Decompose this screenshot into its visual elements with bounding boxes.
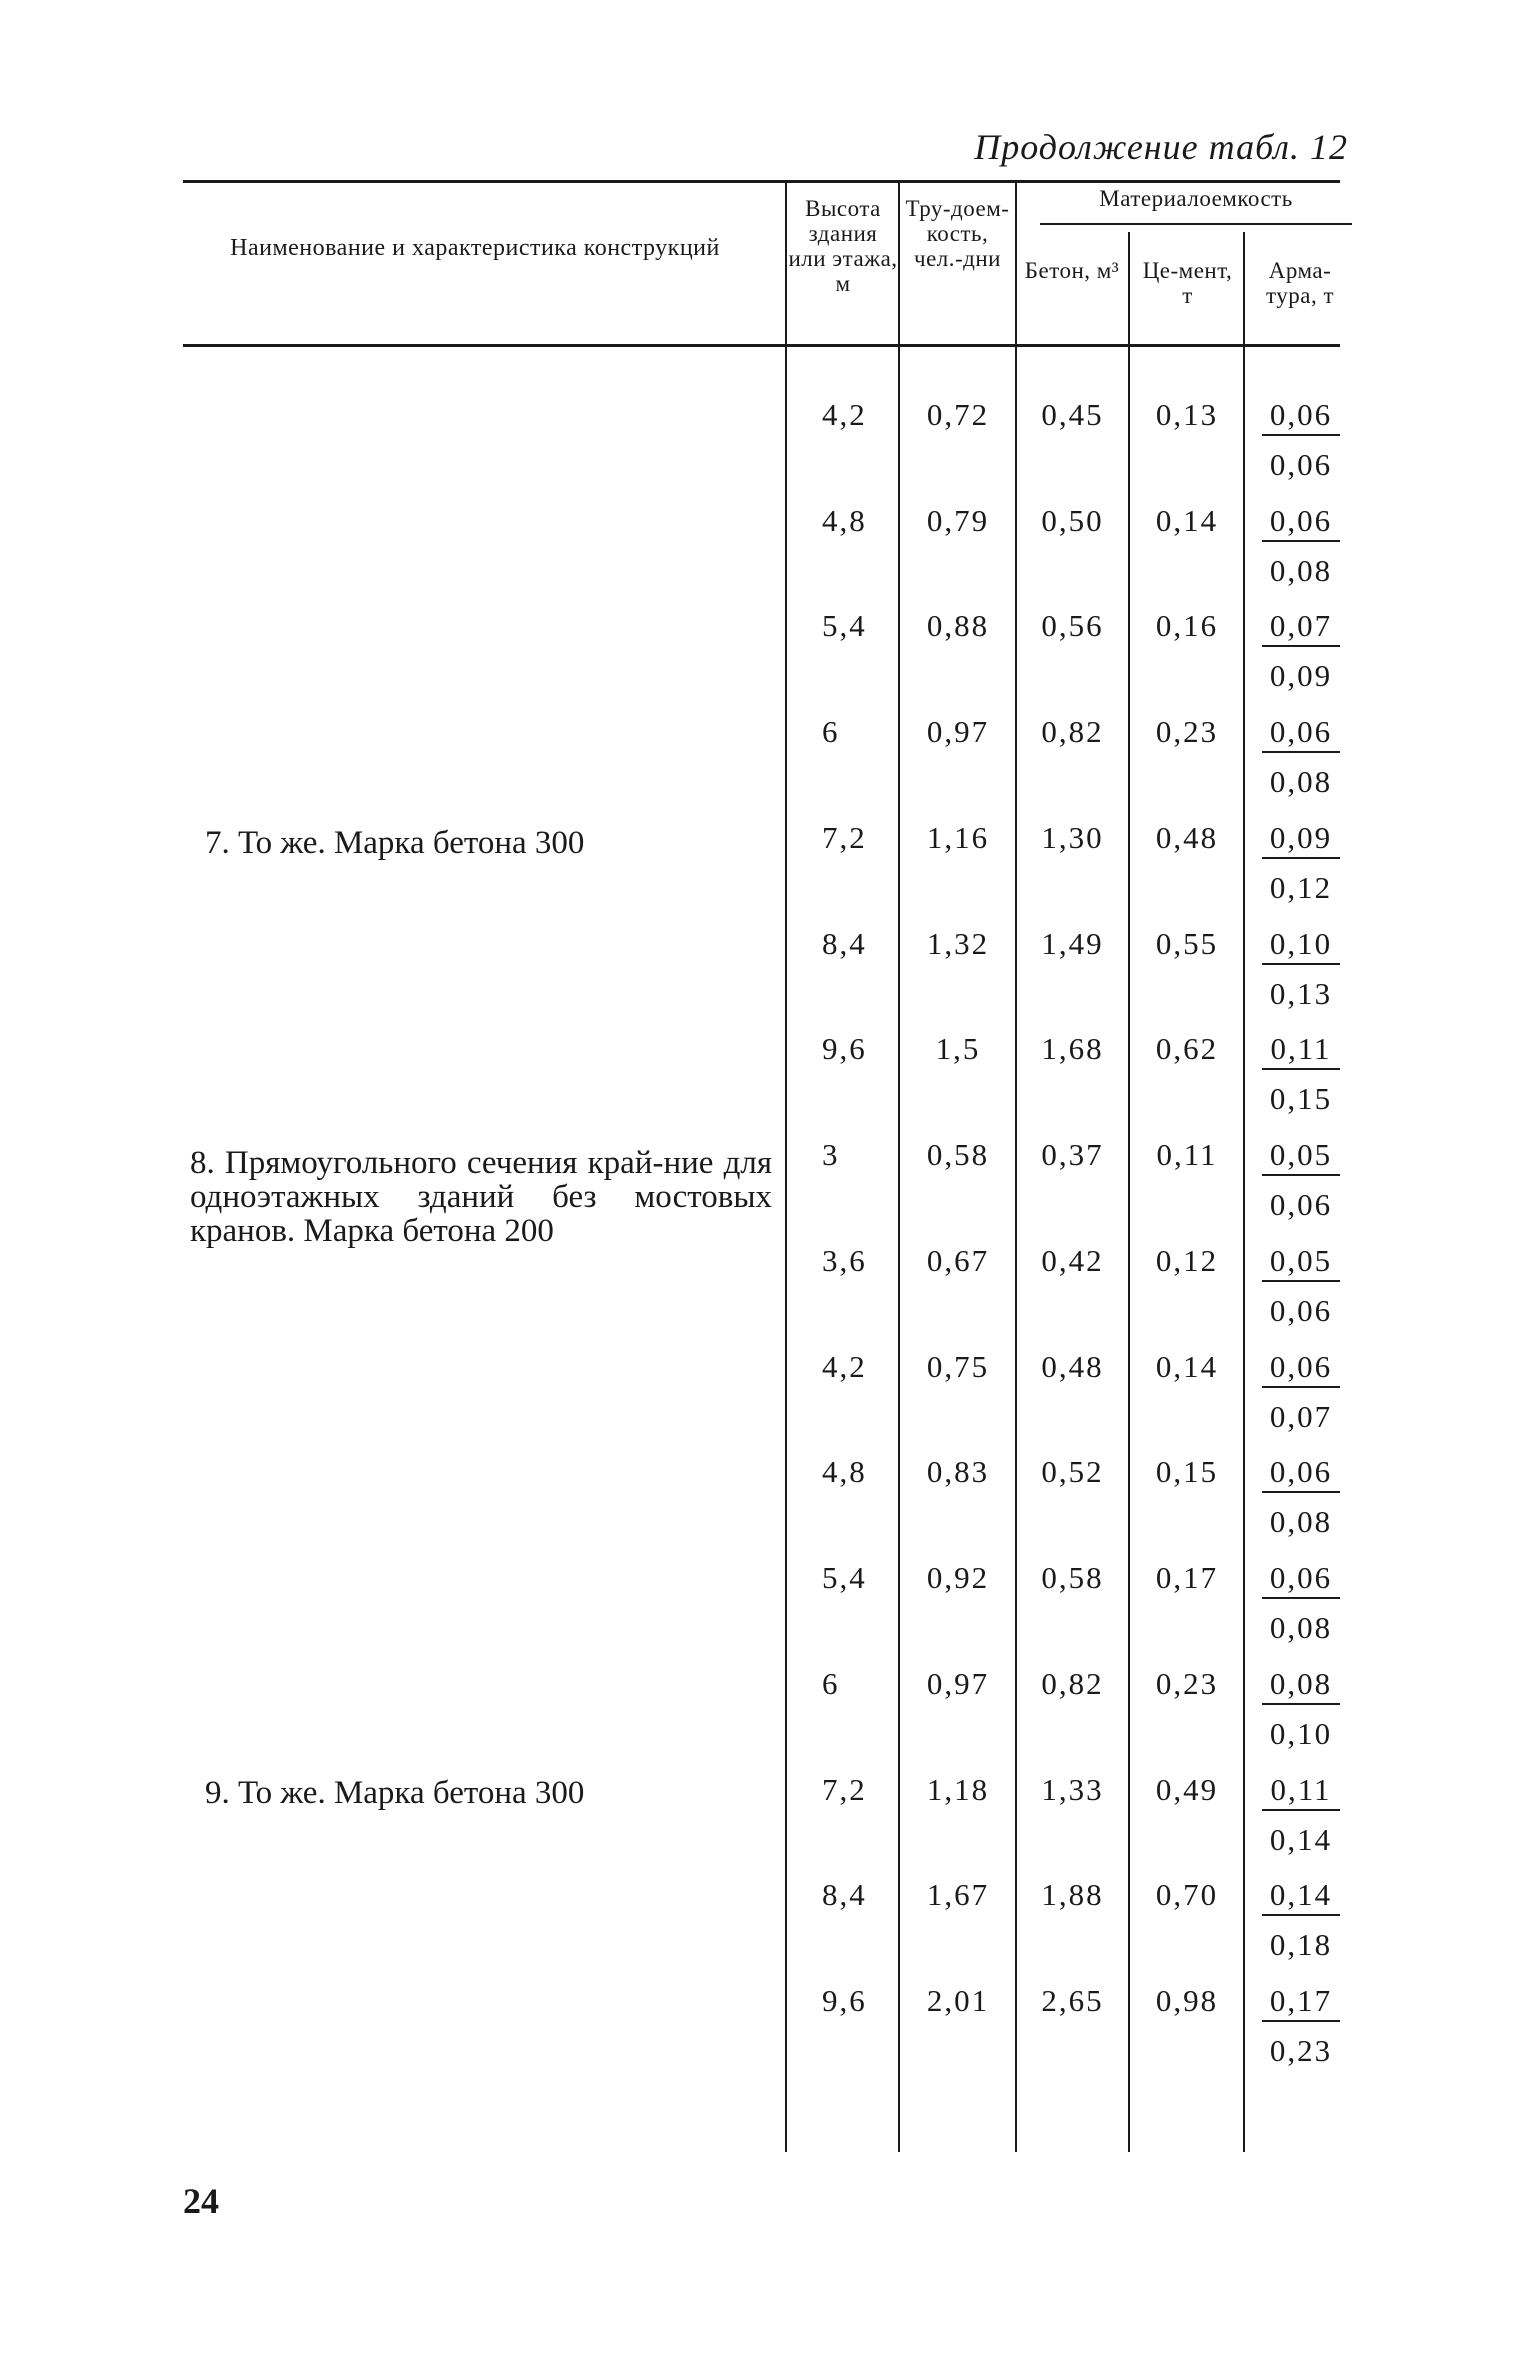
column-rule	[898, 183, 900, 344]
description-item-8: 8. Прямоугольного сечения край-ние для одноэтажных зданий без мостовых кранов. Марка бетона 200	[190, 1145, 772, 1249]
column-rule	[1128, 347, 1130, 2152]
rebar-bottom-cell: 0,18	[1269, 1927, 1333, 1962]
rebar-bottom-cell: 0,08	[1269, 1504, 1333, 1539]
labor-cell: 0,97	[926, 1666, 990, 1701]
cement-cell: 0,62	[1155, 1031, 1219, 1066]
concrete-cell: 0,58	[1041, 1560, 1104, 1595]
rebar-top-cell: 0,06	[1262, 396, 1340, 436]
height-cell: 4,2	[822, 397, 867, 432]
height-cell: 6	[822, 714, 840, 749]
description-item-7: 7. То же. Марка бетона 300	[205, 825, 585, 861]
labor-cell: 0,88	[926, 608, 990, 643]
rebar-top-cell: 0,06	[1262, 1348, 1340, 1388]
labor-cell: 1,67	[926, 1877, 990, 1912]
header-bottom-rule	[183, 344, 1340, 347]
rebar-bottom-cell: 0,06	[1269, 1293, 1333, 1328]
header-materials: Материалоемкость	[1099, 186, 1293, 211]
height-cell: 7,2	[822, 820, 867, 855]
rebar-bottom-cell: 0,08	[1269, 553, 1333, 588]
concrete-cell: 0,45	[1041, 397, 1104, 432]
column-rule	[1243, 232, 1245, 344]
labor-cell: 0,58	[926, 1137, 990, 1172]
header-labor: Тру-доем-кость, чел.-дни	[905, 196, 1010, 271]
rebar-bottom-cell: 0,06	[1269, 1187, 1333, 1222]
concrete-cell: 1,30	[1041, 820, 1104, 855]
rebar-top-cell: 0,09	[1262, 819, 1340, 859]
rebar-bottom-cell: 0,09	[1269, 658, 1333, 693]
header-top-rule	[183, 180, 1340, 183]
rebar-bottom-cell: 0,14	[1269, 1822, 1333, 1857]
concrete-cell: 1,68	[1041, 1031, 1104, 1066]
rebar-top-cell: 0,17	[1262, 1982, 1340, 2022]
labor-cell: 1,18	[926, 1772, 990, 1807]
labor-cell: 1,32	[926, 926, 990, 961]
column-rule	[898, 347, 900, 2152]
rebar-top-cell: 0,14	[1262, 1876, 1340, 1916]
rebar-bottom-cell: 0,15	[1269, 1081, 1333, 1116]
height-cell: 4,8	[822, 503, 867, 538]
cement-cell: 0,15	[1155, 1454, 1219, 1489]
height-cell: 8,4	[822, 1877, 867, 1912]
height-cell: 7,2	[822, 1772, 867, 1807]
rebar-bottom-cell: 0,07	[1269, 1399, 1333, 1434]
concrete-cell: 1,88	[1041, 1877, 1104, 1912]
header-rebar: Арма-тура, т	[1265, 258, 1334, 308]
rebar-bottom-cell: 0,08	[1269, 764, 1333, 799]
header-height: Высота здания или этажа, м	[788, 196, 898, 296]
cement-cell: 0,70	[1155, 1877, 1219, 1912]
cement-cell: 0,55	[1155, 926, 1219, 961]
rebar-top-cell: 0,07	[1262, 607, 1340, 647]
labor-cell: 0,83	[926, 1454, 990, 1489]
rebar-top-cell: 0,11	[1262, 1771, 1340, 1811]
rebar-bottom-cell: 0,13	[1269, 976, 1333, 1011]
cement-cell: 0,16	[1155, 608, 1219, 643]
rebar-bottom-cell: 0,12	[1269, 870, 1333, 905]
cement-cell: 0,48	[1155, 820, 1219, 855]
rebar-bottom-cell: 0,10	[1269, 1716, 1333, 1751]
concrete-cell: 1,49	[1041, 926, 1104, 961]
header-cement: Це-мент, т	[1142, 258, 1233, 308]
rebar-top-cell: 0,05	[1262, 1136, 1340, 1176]
height-cell: 3	[822, 1137, 840, 1172]
column-rule	[785, 347, 787, 2152]
concrete-cell: 0,52	[1041, 1454, 1104, 1489]
column-rule	[1243, 347, 1245, 2152]
rebar-bottom-cell: 0,06	[1269, 447, 1333, 482]
rebar-top-cell: 0,06	[1262, 1559, 1340, 1599]
labor-cell: 1,16	[926, 820, 990, 855]
concrete-cell: 0,37	[1041, 1137, 1104, 1172]
labor-cell: 0,67	[926, 1243, 990, 1278]
column-rule	[1015, 347, 1017, 2152]
height-cell: 9,6	[822, 1031, 867, 1066]
labor-cell: 0,79	[926, 503, 990, 538]
concrete-cell: 0,82	[1041, 1666, 1104, 1701]
height-cell: 9,6	[822, 1983, 867, 2018]
concrete-cell: 0,56	[1041, 608, 1104, 643]
height-cell: 5,4	[822, 608, 867, 643]
page-title: Продолжение табл. 12	[974, 127, 1348, 167]
rebar-top-cell: 0,06	[1262, 502, 1340, 542]
description-item-9: 9. То же. Марка бетона 300	[205, 1775, 585, 1811]
rebar-top-cell: 0,08	[1262, 1665, 1340, 1705]
rebar-top-cell: 0,05	[1262, 1242, 1340, 1282]
concrete-cell: 0,42	[1041, 1243, 1104, 1278]
cement-cell: 0,17	[1155, 1560, 1219, 1595]
rebar-top-cell: 0,06	[1262, 1453, 1340, 1493]
column-rule	[785, 183, 787, 344]
header-concrete: Бетон, м³	[1024, 258, 1120, 283]
concrete-cell: 1,33	[1041, 1772, 1104, 1807]
cement-cell: 0,12	[1155, 1243, 1219, 1278]
cement-cell: 0,23	[1155, 1666, 1219, 1701]
cement-cell: 0,13	[1155, 397, 1219, 432]
labor-cell: 0,92	[926, 1560, 990, 1595]
height-cell: 4,8	[822, 1454, 867, 1489]
height-cell: 5,4	[822, 1560, 867, 1595]
height-cell: 8,4	[822, 926, 867, 961]
cement-cell: 0,14	[1155, 1349, 1219, 1384]
cement-cell: 0,49	[1155, 1772, 1219, 1807]
height-cell: 6	[822, 1666, 840, 1701]
labor-cell: 1,5	[935, 1031, 981, 1066]
rebar-top-cell: 0,11	[1262, 1030, 1340, 1070]
column-rule	[1015, 183, 1017, 344]
labor-cell: 0,97	[926, 714, 990, 749]
page-number: 24	[183, 2181, 219, 2221]
concrete-cell: 2,65	[1041, 1983, 1104, 2018]
cement-cell: 0,11	[1156, 1137, 1218, 1172]
cement-cell: 0,23	[1155, 714, 1219, 749]
materials-group-rule	[1040, 223, 1352, 225]
column-rule	[1128, 232, 1130, 344]
height-cell: 3,6	[822, 1243, 867, 1278]
rebar-bottom-cell: 0,08	[1269, 1610, 1333, 1645]
concrete-cell: 0,82	[1041, 714, 1104, 749]
concrete-cell: 0,50	[1041, 503, 1104, 538]
labor-cell: 0,75	[926, 1349, 990, 1384]
labor-cell: 2,01	[926, 1983, 990, 2018]
cement-cell: 0,98	[1155, 1983, 1219, 2018]
labor-cell: 0,72	[926, 397, 990, 432]
rebar-top-cell: 0,06	[1262, 713, 1340, 753]
rebar-top-cell: 0,10	[1262, 925, 1340, 965]
rebar-bottom-cell: 0,23	[1269, 2033, 1333, 2068]
height-cell: 4,2	[822, 1349, 867, 1384]
cement-cell: 0,14	[1155, 503, 1219, 538]
header-name: Наименование и характеристика конструкций	[230, 235, 720, 261]
concrete-cell: 0,48	[1041, 1349, 1104, 1384]
